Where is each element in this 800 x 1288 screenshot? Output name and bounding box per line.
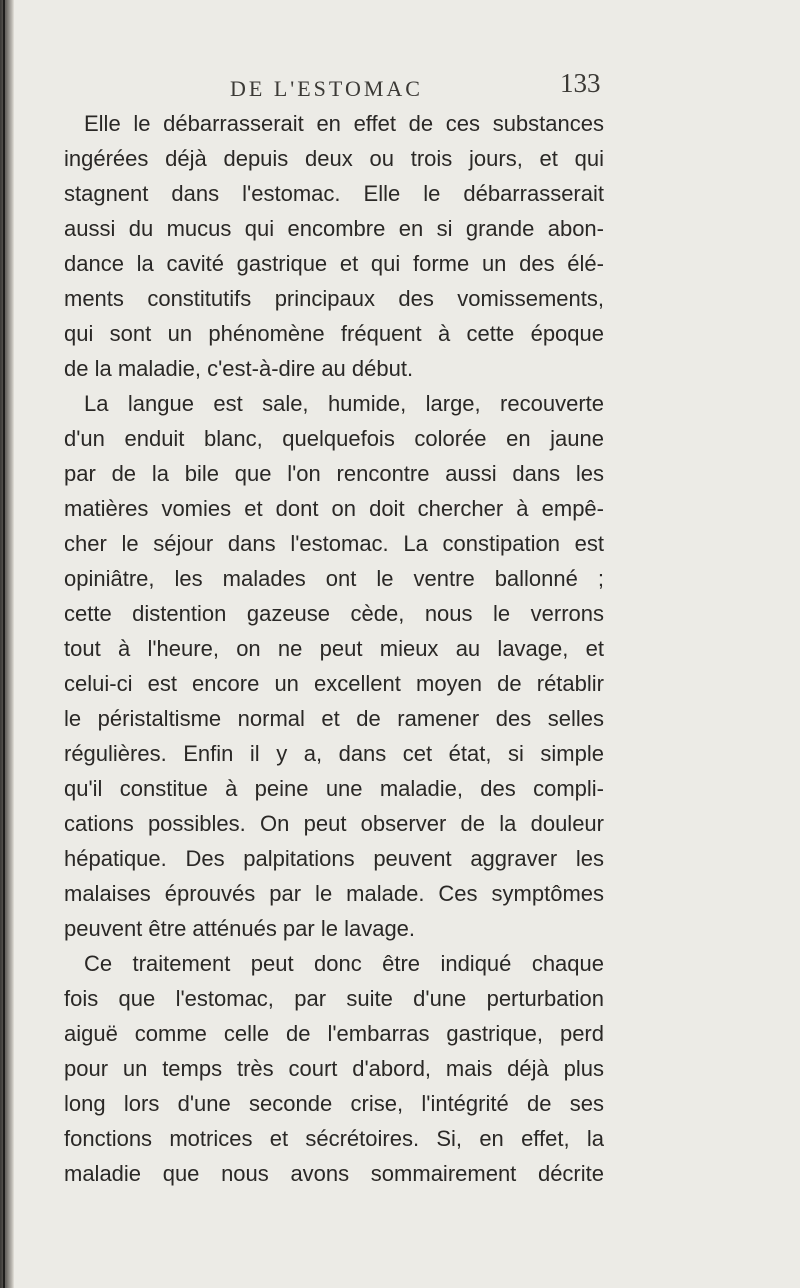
text-line: de la maladie, c'est-à-dire au début.: [64, 356, 414, 381]
text-line: ingérées déjà depuis deux ou trois jours, et qui: [64, 146, 604, 171]
text-line: fonctions motrices et sécrétoires. Si, en effet, la: [64, 1126, 604, 1151]
text-line: tout à l'heure, on ne peut mieux au lavage, et: [64, 636, 604, 661]
text-line: aussi du mucus qui encombre en si grande abon-: [64, 216, 604, 241]
body-text: [64, 106, 604, 1191]
text-line: ments constitutifs principaux des vomissements,: [64, 286, 604, 311]
text-line: matières vomies et dont on doit chercher à empê-: [64, 496, 604, 521]
scan-binding-edge: [0, 0, 14, 1288]
text-line: long lors d'une seconde crise, l'intégrité de ses: [64, 1091, 604, 1116]
text-line: qui sont un phénomène fréquent à cette époque: [64, 321, 604, 346]
text-line: cette distention gazeuse cède, nous le verrons: [64, 601, 604, 626]
text-line: fois que l'estomac, par suite d'une perturbation: [64, 986, 604, 1011]
text-line: dance la cavité gastrique et qui forme un des élé-: [64, 251, 604, 276]
text-line: le péristaltisme normal et de ramener des selles: [64, 706, 604, 731]
text-line: par de la bile que l'on rencontre aussi dans les: [64, 461, 604, 486]
text-line: celui-ci est encore un excellent moyen de rétablir: [64, 671, 604, 696]
text-line: cations possibles. On peut observer de la douleur: [64, 811, 604, 836]
page-header: [0, 62, 800, 102]
running-title: DE L'ESTOMAC: [230, 76, 423, 101]
text-line: Ce traitement peut donc être indiqué chaque: [84, 951, 604, 976]
text-line: qu'il constitue à peine une maladie, des compli-: [64, 776, 604, 801]
text-line: pour un temps très court d'abord, mais déjà plus: [64, 1056, 604, 1081]
text-line: Elle le débarrasserait en effet de ces substances: [84, 111, 604, 136]
text-line: régulières. Enfin il y a, dans cet état, si simple: [64, 741, 604, 766]
text-line: cher le séjour dans l'estomac. La constipation est: [64, 531, 604, 556]
text-line: d'un enduit blanc, quelquefois colorée en jaune: [64, 426, 604, 451]
text-line: opiniâtre, les malades ont le ventre ballonné ;: [64, 566, 604, 591]
text-line: aiguë comme celle de l'embarras gastrique, perd: [64, 1021, 604, 1046]
text-line: maladie que nous avons sommairement décrite: [64, 1161, 604, 1186]
page-number: 133: [560, 68, 601, 98]
text-line: hépatique. Des palpitations peuvent aggraver les: [64, 846, 604, 871]
binding-shadow-line: [3, 0, 5, 1288]
text-line: stagnent dans l'estomac. Elle le débarrasserait: [64, 181, 604, 206]
text-line: peuvent être atténués par le lavage.: [64, 916, 416, 941]
text-line: malaises éprouvés par le malade. Ces symptômes: [64, 881, 604, 906]
text-line: La langue est sale, humide, large, recouverte: [84, 391, 604, 416]
